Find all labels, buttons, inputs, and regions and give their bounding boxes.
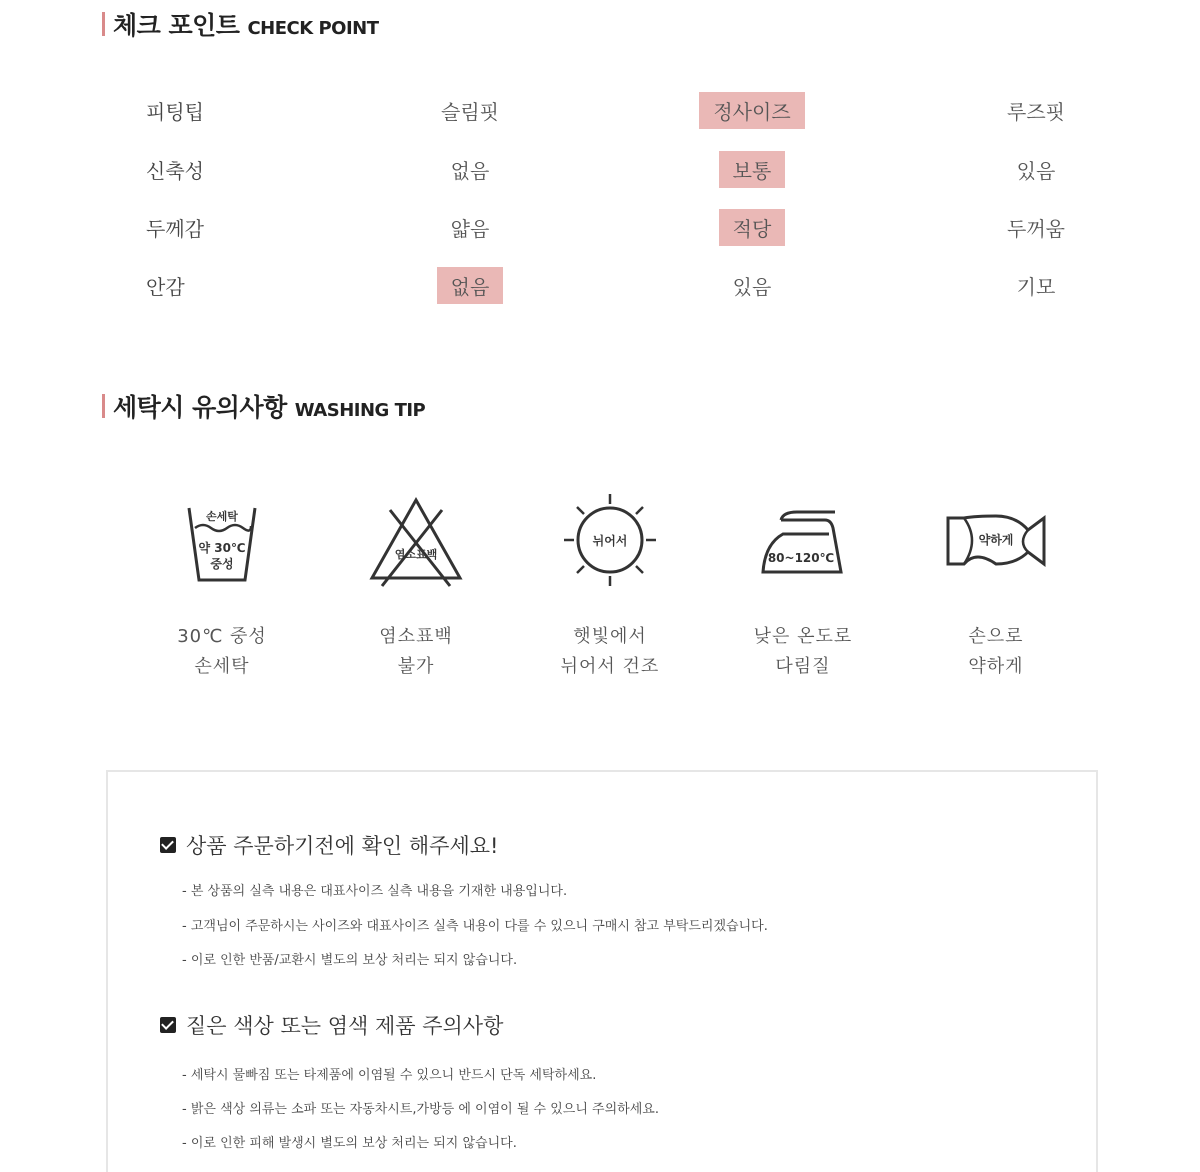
option-cell: [936, 265, 1136, 305]
caption-line: 염소표백: [379, 626, 453, 647]
option-cell-selected: [652, 207, 852, 247]
notice-line: - 고객님이 주문하시는 사이즈와 대표사이즈 실측 내용이 다를 수 있으니 구매시 참고 부탁드리겠습니다.: [182, 919, 768, 934]
row-label: 피팅팁: [146, 99, 204, 124]
sun-dry-icon: [560, 490, 660, 590]
notice-box: [106, 770, 1098, 1172]
row-label: 신축성: [146, 158, 204, 183]
wash-caption: [896, 622, 1096, 682]
washing-tip-title-ko: 세탁시 유의사항: [113, 393, 287, 422]
row-label: 안감: [146, 274, 185, 299]
option-text: 보통: [719, 151, 786, 188]
option-text: 적당: [719, 209, 786, 246]
checkbox-icon: [160, 837, 176, 853]
hand-wash-icon: [177, 490, 267, 590]
icon-text: 염소표백: [394, 548, 438, 561]
option-cell: [936, 149, 1136, 189]
no-bleach-icon: [366, 490, 466, 590]
option-cell: [370, 90, 570, 130]
icon-text: 중성: [210, 557, 234, 571]
option-cell-selected: [652, 90, 852, 130]
gentle-wring-icon: [946, 490, 1046, 590]
wash-item: [896, 490, 1096, 682]
check-row: [0, 90, 1200, 130]
title-accent-bar: [102, 12, 105, 36]
notice-line: - 이로 인한 반품/교환시 별도의 보상 처리는 되지 않습니다.: [182, 953, 518, 968]
title-accent-bar: [102, 394, 105, 418]
wash-caption: [316, 622, 516, 682]
option-text: 없음: [437, 267, 504, 304]
caption-line: 손으로: [968, 626, 1024, 647]
notice-title-text: 상품 주문하기전에 확인 해주세요!: [186, 834, 499, 858]
check-point-title-ko: 체크 포인트: [113, 11, 240, 40]
washing-tip-title-en: WASHING TIP: [294, 400, 426, 421]
wash-caption: [122, 622, 322, 682]
option-text: 두꺼움: [1007, 216, 1065, 241]
option-cell: [652, 265, 852, 305]
option-text: 정사이즈: [699, 92, 804, 129]
option-text: 얇음: [450, 216, 490, 241]
wash-caption: [703, 622, 903, 682]
icon-text: 뉘어서: [592, 534, 628, 548]
caption-line: 손세탁: [194, 656, 250, 677]
option-cell-selected: [370, 265, 570, 305]
wash-item: [703, 490, 903, 682]
checkbox-icon: [160, 1017, 176, 1033]
icon-text: 약 30℃: [198, 541, 246, 555]
check-row: [0, 149, 1200, 189]
option-text: 루즈핏: [1007, 99, 1065, 124]
notice-line: - 이로 인한 피해 발생시 별도의 보상 처리는 되지 않습니다.: [182, 1136, 517, 1151]
option-cell: [370, 149, 570, 189]
notice-line: - 밝은 색상 의류는 소파 또는 자동차시트,가방등 에 이염이 될 수 있으니 주의하세요.: [182, 1102, 659, 1117]
wash-item: [316, 490, 516, 682]
washing-tip-title: [102, 388, 425, 424]
notice-title: [160, 1010, 503, 1040]
icon-text: 약하게: [978, 533, 1014, 547]
caption-line: 낮은 온도로: [753, 626, 853, 647]
option-text: 있음: [1016, 158, 1056, 183]
check-row: [0, 207, 1200, 247]
wash-caption: [510, 622, 710, 682]
caption-line: 다림질: [775, 656, 831, 677]
option-text: 있음: [732, 274, 772, 299]
caption-line: 햇빛에서: [573, 626, 647, 647]
wash-item: [510, 490, 710, 682]
notice-title: [160, 830, 498, 860]
check-point-title-en: CHECK POINT: [247, 18, 379, 39]
option-text: 기모: [1016, 274, 1056, 299]
row-label: 두께감: [146, 216, 204, 241]
icon-text: 80~120℃: [767, 551, 835, 565]
option-text: 없음: [450, 158, 490, 183]
caption-line: 불가: [397, 656, 435, 677]
option-cell: [936, 207, 1136, 247]
option-cell: [370, 207, 570, 247]
option-cell-selected: [652, 149, 852, 189]
notice-title-text: 짙은 색상 또는 염색 제품 주의사항: [186, 1014, 504, 1038]
iron-icon: [753, 490, 853, 590]
caption-line: 뉘어서 건조: [560, 656, 660, 677]
option-cell: [936, 90, 1136, 130]
check-row: [0, 265, 1200, 305]
check-point-title: [102, 6, 379, 42]
option-text: 슬림핏: [441, 99, 499, 124]
icon-text: 손세탁: [206, 510, 238, 523]
wash-item: [122, 490, 322, 682]
notice-line: - 세탁시 물빠짐 또는 타제품에 이염될 수 있으니 반드시 단독 세탁하세요.: [182, 1068, 597, 1083]
caption-line: 30℃ 중성: [177, 626, 267, 647]
caption-line: 약하게: [968, 656, 1024, 677]
notice-line: - 본 상품의 실측 내용은 대표사이즈 실측 내용을 기재한 내용입니다.: [182, 884, 568, 899]
